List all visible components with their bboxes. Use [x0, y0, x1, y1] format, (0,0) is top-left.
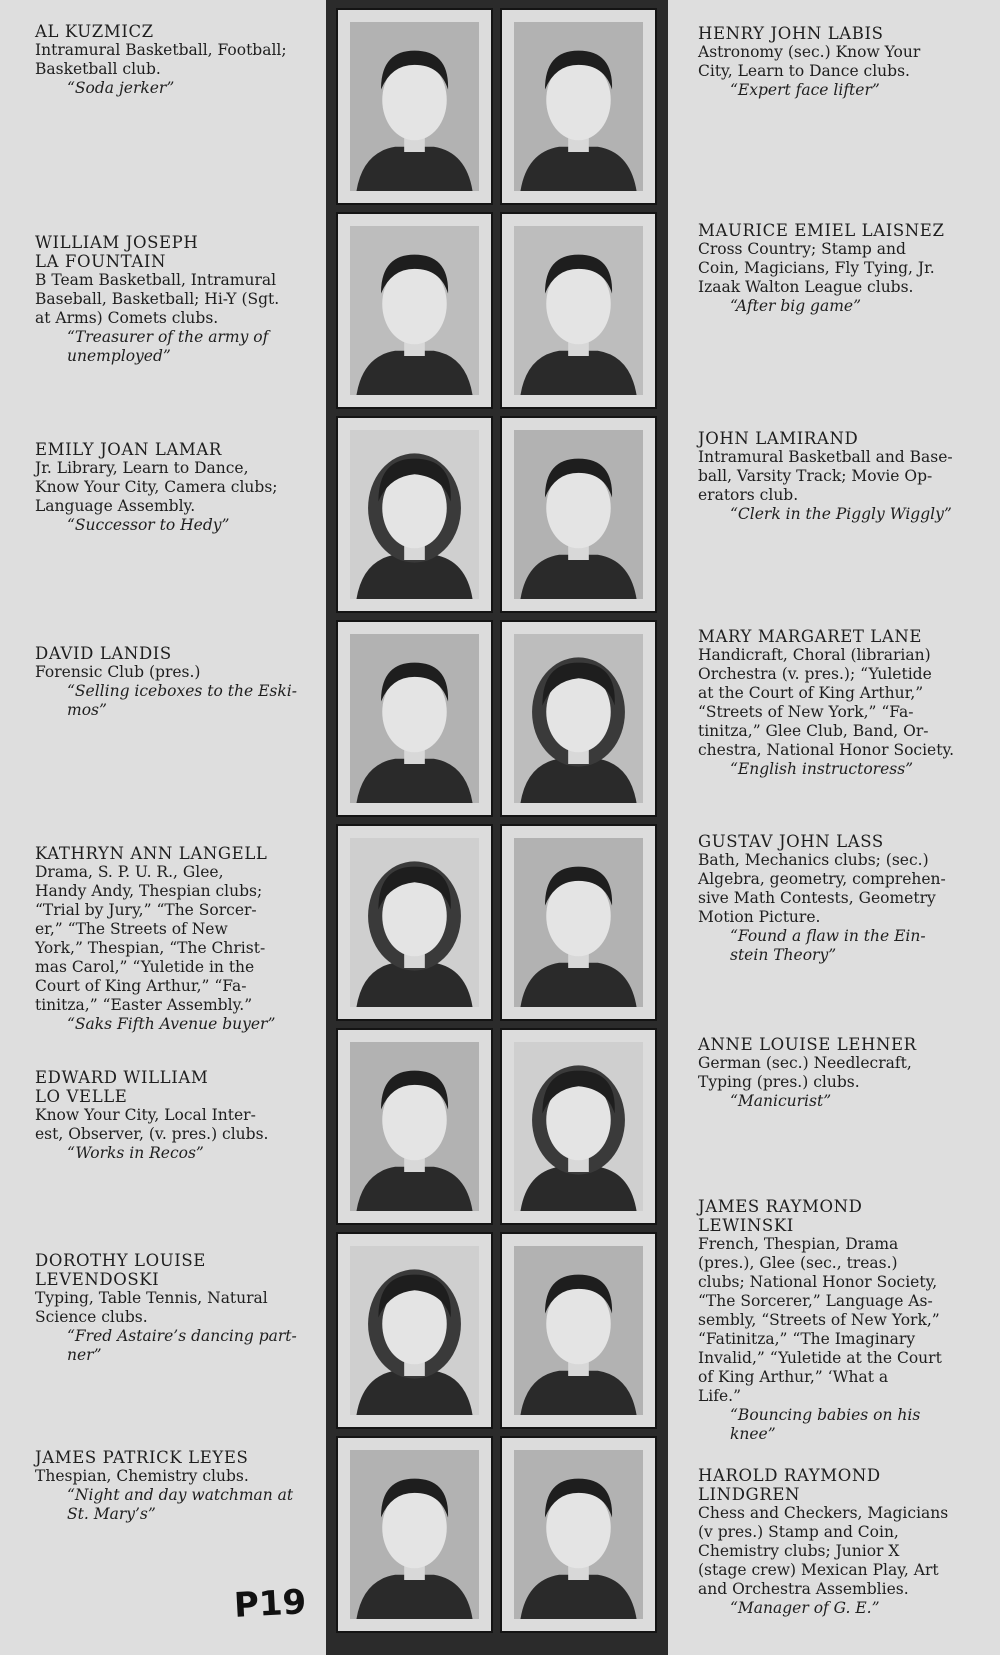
student-name: KATHRYN ANN LANGELL [35, 844, 268, 863]
student-portrait [336, 1028, 493, 1225]
student-name: JOHN LAMIRAND [698, 429, 859, 448]
quote: “Clerk in the Piggly Wiggly” [730, 505, 952, 523]
entry-left-4 [35, 844, 303, 1034]
entry-right-7 [698, 1466, 966, 1618]
student-name: GUSTAV JOHN LASS [698, 832, 884, 851]
student-name: DAVID LANDIS [35, 644, 172, 663]
student-portrait [500, 1232, 657, 1429]
portrait-image [514, 838, 643, 1007]
quote: “Selling iceboxes to the Eski- mos” [67, 682, 297, 719]
student-name-line2: LA FOUNTAIN [35, 252, 167, 271]
activities: Astronomy (sec.) Know Your City, Learn to Dance clubs. [698, 43, 921, 80]
quote: “Expert face lifter” [730, 81, 880, 99]
portrait-image [514, 1246, 643, 1415]
activities: Bath, Mechanics clubs; (sec.) Algebra, geometry, comprehen- sive Math Contests, Geometry Motion Picture. [698, 851, 946, 926]
student-name: DOROTHY LOUISE [35, 1251, 206, 1270]
portrait-image [514, 226, 643, 395]
portrait-image [350, 22, 479, 191]
entry-right-0 [698, 24, 966, 100]
portrait-image [514, 1450, 643, 1619]
activities: Intramural Basketball, Football; Basketball club. [35, 41, 287, 78]
quote: “Found a flaw in the Ein- stein Theory” [730, 927, 926, 964]
student-name: MAURICE EMIEL LAISNEZ [698, 221, 945, 240]
activities: Jr. Library, Learn to Dance, Know Your City, Camera clubs; Language Assembly. [35, 459, 278, 515]
portrait-image [514, 634, 643, 803]
student-name: EMILY JOAN LAMAR [35, 440, 222, 459]
quote: “Night and day watchman at St. Mary’s” [67, 1486, 294, 1523]
quote: “Successor to Hedy” [67, 516, 230, 534]
activities: Drama, S. P. U. R., Glee, Handy Andy, Thespian clubs; “Trial by Jury,” “The Sorcer- er,” “The Streets of New York,” Thespian, “The Christ- mas Carol,” “Yuletide in the Court of King Arthur,” “Fa- tinitza,” “Easter Assembly.” [35, 863, 266, 1014]
activities: German (sec.) Needlecraft, Typing (pres.) clubs. [698, 1054, 912, 1091]
student-portrait [500, 824, 657, 1021]
entry-right-3 [698, 627, 966, 779]
student-name-line2: LEWINSKI [698, 1216, 794, 1235]
portrait-image [350, 430, 479, 599]
student-name: HENRY JOHN LABIS [698, 24, 884, 43]
activities: Typing, Table Tennis, Natural Science clubs. [35, 1289, 268, 1326]
portrait-image [514, 22, 643, 191]
student-portrait [336, 416, 493, 613]
entry-left-0 [35, 22, 303, 98]
student-name: EDWARD WILLIAM [35, 1068, 209, 1087]
portrait-image [350, 1450, 479, 1619]
student-portrait [336, 212, 493, 409]
activities: Cross Country; Stamp and Coin, Magicians, Fly Tying, Jr. Izaak Walton League clubs. [698, 240, 935, 296]
quote: “Bouncing babies on his knee” [730, 1406, 921, 1443]
entry-left-7 [35, 1448, 303, 1524]
activities: Handicraft, Choral (librarian) Orchestra (v. pres.); “Yuletide at the Court of King Arthur,” “Streets of New York,” “Fa- tinitza,” Glee Club, Band, Or- chestra, National Honor Society. [698, 646, 955, 759]
portrait-image [350, 1042, 479, 1211]
entry-right-1 [698, 221, 966, 316]
quote: “After big game” [730, 297, 862, 315]
student-portrait [336, 1232, 493, 1429]
student-name: HAROLD RAYMOND [698, 1466, 881, 1485]
entry-left-1 [35, 233, 303, 366]
quote: “Manicurist” [730, 1092, 832, 1110]
activities: Forensic Club (pres.) [35, 663, 201, 681]
student-name: JAMES PATRICK LEYES [35, 1448, 249, 1467]
entry-right-4 [698, 832, 966, 965]
entry-left-2 [35, 440, 303, 535]
quote: “Works in Recos” [67, 1144, 204, 1162]
portrait-image [350, 838, 479, 1007]
activities: Intramural Basketball and Base- ball, Varsity Track; Movie Op- erators club. [698, 448, 953, 504]
student-portrait [500, 212, 657, 409]
portrait-image [350, 634, 479, 803]
quote: “Soda jerker” [67, 79, 175, 97]
entry-right-5 [698, 1035, 966, 1111]
entry-left-3 [35, 644, 303, 720]
portrait-image [350, 226, 479, 395]
student-portrait [336, 824, 493, 1021]
quote: “English instructoress” [730, 760, 914, 778]
student-name: ANNE LOUISE LEHNER [698, 1035, 917, 1054]
student-name-line2: LINDGREN [698, 1485, 801, 1504]
student-portrait [336, 1436, 493, 1633]
quote: “Treasurer of the army of unemployed” [67, 328, 269, 365]
student-name: WILLIAM JOSEPH [35, 233, 199, 252]
student-name: MARY MARGARET LANE [698, 627, 923, 646]
entry-left-6 [35, 1251, 303, 1365]
photo-strip [326, 0, 668, 1655]
student-name-line2: LO VELLE [35, 1087, 128, 1106]
student-name: JAMES RAYMOND [698, 1197, 863, 1216]
activities: French, Thespian, Drama (pres.), Glee (sec., treas.) clubs; National Honor Society, “The Sorcerer,” Language As- sembly, “Streets of New York,” “Fatinitza,” “The Imaginary Invalid,” “Yuletide at the Court of King Arthur,” ‘What a Life.” [698, 1235, 942, 1405]
portrait-image [350, 1246, 479, 1415]
student-portrait [336, 8, 493, 205]
student-name-line2: LEVENDOSKI [35, 1270, 160, 1289]
student-portrait [500, 1436, 657, 1633]
student-portrait [500, 416, 657, 613]
page-number: P19 [233, 1582, 308, 1626]
student-portrait [500, 8, 657, 205]
student-portrait [500, 620, 657, 817]
student-name: AL KUZMICZ [35, 22, 154, 41]
entry-right-2 [698, 429, 966, 524]
portrait-image [514, 1042, 643, 1211]
activities: Chess and Checkers, Magicians (v pres.) Stamp and Coin, Chemistry clubs; Junior X (stage crew) Mexican Play, Art and Orchestra Assemblies. [698, 1504, 949, 1598]
entry-right-6 [698, 1197, 966, 1444]
student-portrait [500, 1028, 657, 1225]
activities: B Team Basketball, Intramural Baseball, Basketball; Hi-Y (Sgt. at Arms) Comets clubs. [35, 271, 280, 327]
quote: “Saks Fifth Avenue buyer” [67, 1015, 276, 1033]
entry-left-5 [35, 1068, 303, 1163]
activities: Thespian, Chemistry clubs. [35, 1467, 249, 1485]
student-portrait [336, 620, 493, 817]
activities: Know Your City, Local Inter- est, Observer, (v. pres.) clubs. [35, 1106, 269, 1143]
quote: “Manager of G. E.” [730, 1599, 880, 1617]
quote: “Fred Astaire’s dancing part- ner” [67, 1327, 297, 1364]
portrait-image [514, 430, 643, 599]
